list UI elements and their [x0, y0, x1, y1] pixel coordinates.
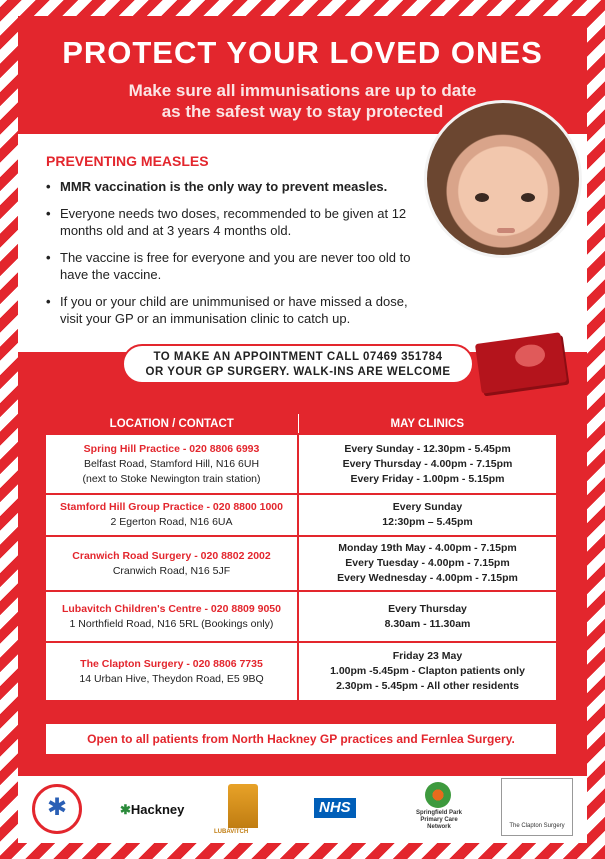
address: 14 Urban Hive, Theydon Road, E5 9BQ: [79, 672, 264, 685]
hatzola-logo-icon: [32, 784, 82, 834]
tree-icon: [425, 782, 451, 808]
practice-name: The Clapton Surgery - 020 8806 7735: [80, 657, 263, 670]
mouth: [497, 228, 515, 233]
clinic-cell: Every Thursday 8.30am - 11.30am: [298, 591, 556, 642]
column-header-location: LOCATION / CONTACT: [46, 414, 298, 434]
practice-name: Spring Hill Practice - 020 8806 6993: [83, 442, 260, 455]
poster: [18, 16, 587, 843]
eligibility-note: Open to all patients from North Hackney GP practices and Fernlea Surgery.: [46, 724, 556, 754]
clinic-cell: Every Sunday - 12.30pm - 5.45pm Every Thursday - 4.00pm - 7.15pm Every Friday - 1.00pm - 5.15pm: [298, 434, 556, 494]
table-row: [46, 642, 556, 700]
clinic-cell: Every Sunday 12:30pm – 5.45pm: [298, 494, 556, 536]
table-row: [46, 434, 556, 494]
location-cell: [46, 642, 298, 700]
bullet-item: • MMR vaccination is the only way to prevent measles.: [46, 178, 426, 195]
nhs-logo: NHS: [314, 798, 356, 818]
table-row: [46, 536, 556, 591]
eye-left: [475, 193, 489, 202]
practice-name: Lubavitch Children's Centre - 020 8809 9050: [61, 602, 281, 615]
springfield-park-logo: Springfield Park Primary Care Network: [415, 810, 462, 830]
clinic-cell: Monday 19th May - 4.00pm - 7.15pm Every Tuesday - 4.00pm - 7.15pm Every Wednesday - 4.00pm - 7.15pm: [298, 536, 556, 591]
clinic-cell: Friday 23 May 1.00pm -5.45pm - Clapton patients only 2.30pm - 5.45pm - All other residents: [298, 642, 556, 700]
hackney-symbol-icon: ✱: [120, 802, 131, 817]
child-photo: [424, 100, 582, 258]
location-cell: [46, 536, 298, 591]
measles-bullet-list: [46, 178, 426, 337]
address-note: (next to Stoke Newington train station): [82, 472, 261, 485]
logo-strip: [18, 776, 587, 843]
page-title: PROTECT YOUR LOVED ONES: [62, 35, 543, 70]
table-row: [46, 494, 556, 536]
section-title: PREVENTING MEASLES: [46, 153, 209, 169]
table-row: [46, 591, 556, 642]
column-header-clinics: MAY CLINICS: [298, 414, 556, 434]
appointment-callout: TO MAKE AN APPOINTMENT CALL 07469 351784 OR YOUR GP SURGERY. WALK-INS ARE WELCOME: [122, 344, 474, 384]
location-cell: [46, 494, 298, 536]
address: 2 Egerton Road, N16 6UA: [110, 516, 233, 528]
bullet-item: • The vaccine is free for everyone and you are never too old to have the vaccine.: [46, 249, 426, 283]
practice-name: Cranwich Road Surgery - 020 8802 2002: [72, 549, 271, 562]
eye-right: [521, 193, 535, 202]
address: Belfast Road, Stamford Hill, N16 6UH: [83, 457, 260, 470]
clapton-surgery-logo: The Clapton Surgery: [501, 778, 573, 836]
lubavitch-logo-icon: [228, 784, 258, 828]
bullet-item: • If you or your child are unimmunised or have missed a dose, visit your GP or an immunisation clinic to catch up.: [46, 293, 426, 327]
page-subtitle: Make sure all immunisations are up to date as the safest way to stay protected: [128, 81, 477, 121]
address: Cranwich Road, N16 5JF: [112, 564, 231, 577]
clinic-table: [46, 414, 556, 700]
bullet-item: • Everyone needs two doses, recommended to be given at 12 months old and at 3 years 4 months old.: [46, 205, 426, 239]
location-cell: [46, 591, 298, 642]
location-cell: [46, 434, 298, 494]
practice-name: Stamford Hill Group Practice - 020 8800 1000: [60, 501, 283, 513]
hackney-logo: ✱Hackney: [120, 802, 185, 817]
address: 1 Northfield Road, N16 5RL (Bookings only): [69, 617, 274, 630]
lubavitch-logo-text: LUBAVITCH: [214, 829, 249, 835]
